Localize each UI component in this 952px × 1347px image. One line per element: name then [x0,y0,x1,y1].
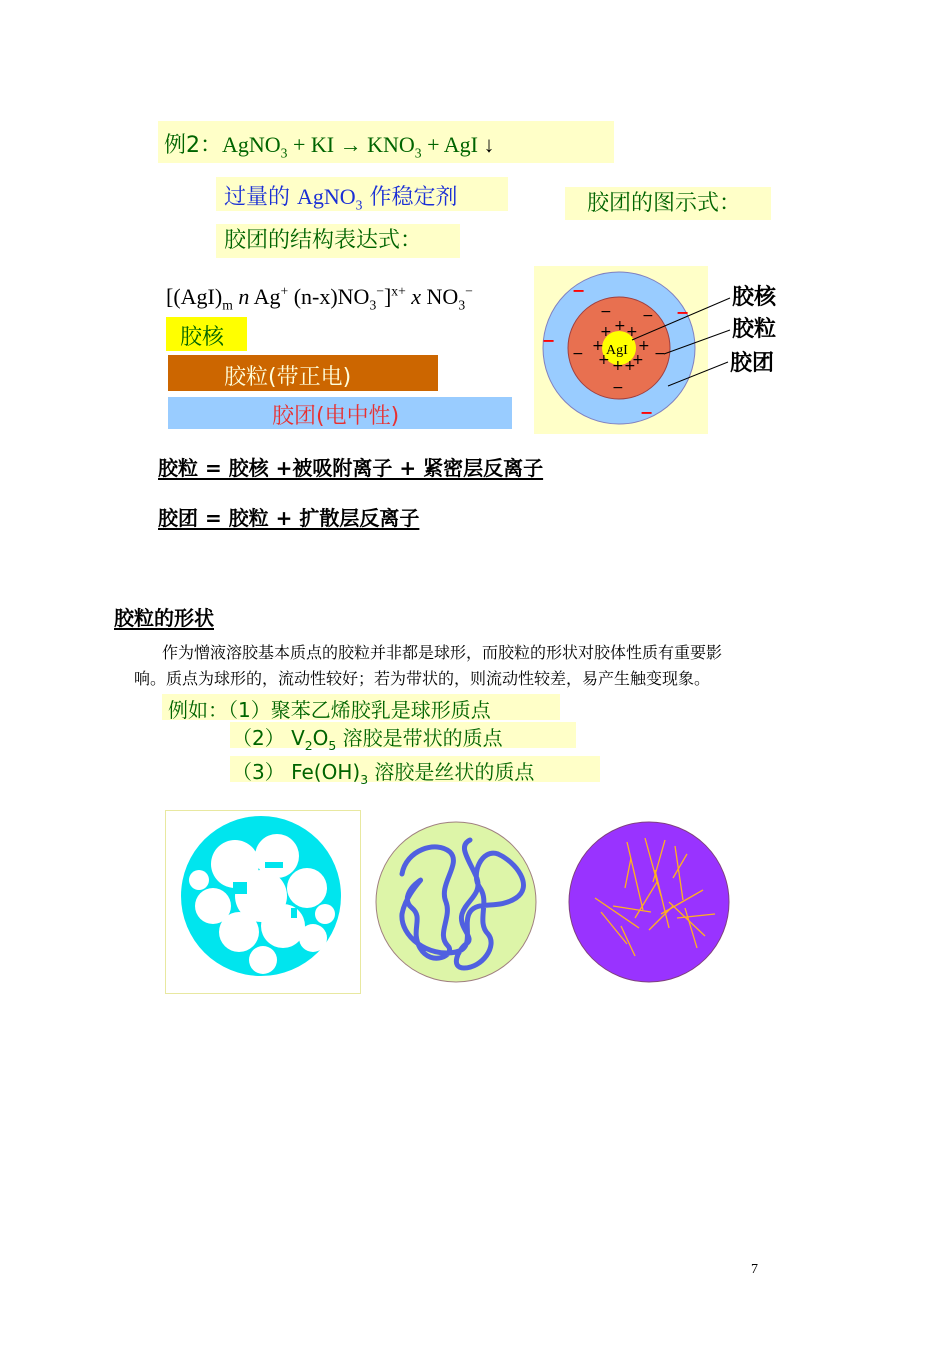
label-core: 胶核 [732,285,777,310]
diagram-title: 胶团的图示式： [565,187,771,220]
svg-text:−: − [676,303,690,322]
svg-text:+: + [638,338,650,354]
svg-text:+: + [612,358,624,374]
svg-text:−: − [600,304,612,320]
micelle-formula: [$(AgI)_m$ n Ag+ $(n-x)NO_3^-]^{x+}$ x $NO_3^-$ [166,283,473,313]
example-row-1: 例如：（1）聚苯乙烯胶乳是球形质点 [168,698,491,722]
example-label: 例如： [168,698,228,722]
example2-label: 例2： [164,133,222,158]
equation-micelle: 胶团 = 胶粒 + 扩散层反离子 [158,506,420,530]
reaction-arrow: → [339,132,362,157]
svg-text:+: + [614,318,626,334]
example-row-2: （2） $V_2O_5$ 溶胶是带状的质点 [232,726,503,753]
label-micelle: 胶团 [730,351,775,376]
svg-text:+: + [626,324,638,340]
stabilizer-text: 过量的 AgNO$_3$ 作稳定剂 [224,184,458,213]
precipitate-arrow: ↓ [483,132,495,157]
svg-text:+: + [592,338,604,354]
spherical-particles-image [165,810,361,994]
example2-reaction: 例2：AgNO$_3$ + KI → $KNO_3$ + AgI ↓ [164,132,495,161]
structure-title: 胶团的结构表达式： [216,224,460,258]
filament-particles-image [565,818,735,988]
example-row-3: （3） $Fe(OH)_3$ 溶胶是丝状的质点 [232,760,535,787]
page-number: 7 [751,1262,758,1277]
svg-text:−: − [572,346,584,362]
core-label: AgI [606,343,628,358]
svg-text:+: + [624,358,636,374]
svg-text:−: − [612,380,624,396]
section-heading: 胶粒的形状 [114,606,214,630]
paragraph-line-2: 响。质点为球形的，流动性较好；若为带状的，则流动性较差，易产生触变现象。 [134,671,711,688]
svg-text:+: + [600,324,612,340]
particle-bar-label: 胶粒(带正电) [224,365,352,390]
micelle-diagram [534,266,794,436]
svg-text:−: − [572,281,586,300]
svg-text:−: − [642,308,654,324]
svg-text:+: + [598,352,610,368]
svg-text:−: − [542,331,556,350]
equation-particle: 胶粒 = 胶核 +被吸附离子 + 紧密层反离子 [158,456,544,480]
core-bar-label: 胶核 [180,325,225,350]
micelle-bar-label: 胶团(电中性) [272,404,400,429]
paragraph-line-1: 作为憎液溶胶基本质点的胶粒并非都是球形，而胶粒的形状对胶体性质有重要影 [162,645,723,662]
svg-text:−: − [654,346,666,362]
ribbon-particles-image [366,818,548,988]
svg-text:−: − [640,403,654,422]
label-particle: 胶粒 [732,317,777,342]
svg-text:+: + [632,352,644,368]
